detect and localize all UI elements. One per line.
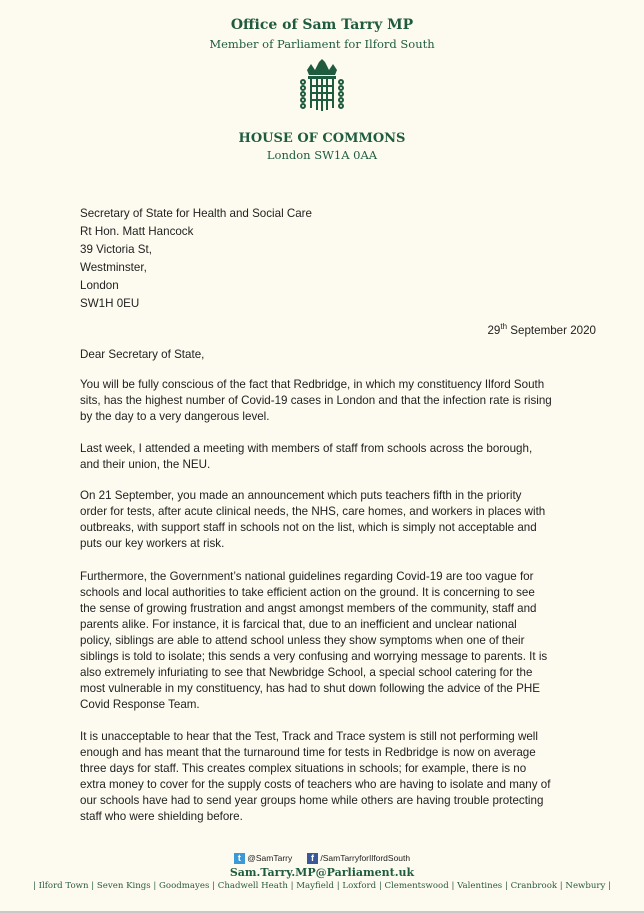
social-links bbox=[0, 853, 644, 864]
paragraph-5 bbox=[80, 729, 550, 825]
salutation: Dear Secretary of State, bbox=[80, 348, 205, 361]
text-line: staff who were shielding before. bbox=[80, 810, 243, 823]
text-line: order for tests, after acute clinical needs, the NHS, care homes, and workers in places with bbox=[80, 505, 546, 518]
recipient-line: Rt Hon. Matt Hancock bbox=[80, 225, 194, 238]
ward-list: | Ilford Town | Seven Kings | Goodmayes | Chadwell Heath | Mayfield | Loxford | Clementswood | Valentines | Cranbrook | Newbury | bbox=[32, 881, 612, 891]
recipient-line: SW1H 0EU bbox=[80, 297, 140, 310]
text-line: enough and has meant that the turnaround time for tests in Redbridge is now on average bbox=[80, 746, 536, 759]
text-line: three days for staff. This creates complex situations in schools; for example, there is no bbox=[80, 762, 527, 775]
office-subtitle: Member of Parliament for Ilford South bbox=[209, 37, 435, 51]
text-line: by the day to a very dangerous level. bbox=[80, 410, 270, 423]
text-line: Last week, I attended a meeting with members of staff from schools across the borough, bbox=[80, 442, 533, 455]
paragraph-4 bbox=[80, 569, 547, 713]
date-day: 29 bbox=[487, 323, 501, 337]
facebook-icon: f bbox=[307, 853, 318, 864]
recipient-line: London bbox=[80, 279, 119, 292]
office-title: Office of Sam Tarry MP bbox=[230, 17, 414, 33]
letter-date bbox=[487, 319, 596, 339]
text-line: and their union, the NEU. bbox=[80, 458, 211, 471]
twitter-handle[interactable]: @SamTarry bbox=[247, 853, 293, 863]
twitter-icon: t bbox=[234, 853, 245, 864]
text-line: schools and local authorities to take efficient action on the ground. It is concerning to see bbox=[80, 586, 535, 599]
recipient-line: 39 Victoria St, bbox=[80, 243, 152, 256]
text-line: sits, has the highest number of Covid-19 cases in London and that the infection rate is rising bbox=[80, 394, 552, 407]
house-title: HOUSE OF COMMONS bbox=[238, 131, 406, 146]
text-line: siblings is told to isolate; this sends a very confusing and worrying message to parents. It is bbox=[80, 650, 548, 663]
text-line: Furthermore, the Government’s national guidelines regarding Covid-19 are too vague for bbox=[80, 570, 534, 583]
recipient-line: Westminster, bbox=[80, 261, 147, 274]
text-line: Covid Response Team. bbox=[80, 698, 200, 711]
text-line: extra money to cover for the supply costs of teachers who are having to isolate and many of bbox=[80, 778, 551, 791]
facebook-handle[interactable]: /SamTarryforIlfordSouth bbox=[320, 853, 411, 863]
text-line: You will be fully conscious of the fact that Redbridge, in which my constituency Ilford South bbox=[80, 378, 545, 391]
text-line: the sense of growing frustration and angst amongst members of the community, staff and bbox=[80, 602, 537, 615]
paragraph-2 bbox=[80, 441, 532, 473]
house-address: London SW1A 0AA bbox=[266, 148, 378, 162]
paragraph-1 bbox=[80, 377, 552, 425]
recipient-line: Secretary of State for Health and Social Care bbox=[80, 207, 312, 220]
text-line: parents alike. For instance, it is farcical that, due to an inefficient and unclear national bbox=[80, 618, 517, 631]
email-link[interactable]: Sam.Tarry.MP@Parliament.uk bbox=[229, 866, 415, 879]
date-suffix: th bbox=[500, 322, 508, 331]
text-line: outbreaks, with support staff in schools not on the list, which is simply not acceptable and bbox=[80, 521, 537, 534]
text-line: It is unacceptable to hear that the Test, Track and Trace system is still not performing well bbox=[80, 730, 538, 743]
text-line: policy, siblings are able to attend school unless they show symptoms when one of their bbox=[80, 634, 525, 647]
text-line: our schools have had to send year groups home while others are having trouble protecting bbox=[80, 794, 544, 807]
portcullis-logo-icon bbox=[297, 58, 347, 113]
text-line: most vulnerable in my constituency, has had to shut down following the advice of the PHE bbox=[80, 682, 540, 695]
paragraph-3 bbox=[80, 488, 545, 552]
text-line: On 21 September, you made an announcement which puts teachers fifth in the priority bbox=[80, 489, 522, 502]
recipient-address bbox=[80, 205, 312, 313]
text-line: also extremely infuriating to see that Newbridge School, a special school catering for the bbox=[80, 666, 533, 679]
date-rest: September 2020 bbox=[507, 323, 596, 337]
text-line: puts our key workers at risk. bbox=[80, 537, 225, 550]
